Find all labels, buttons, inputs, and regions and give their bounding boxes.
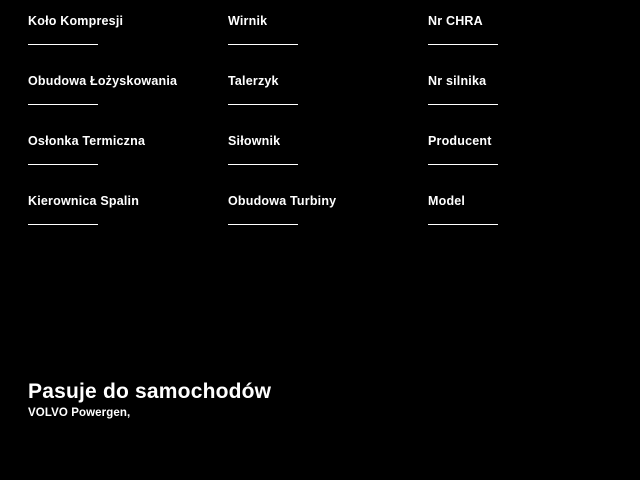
spec-field-obudowa-turbiny bbox=[228, 194, 428, 254]
spec-field-rule bbox=[428, 104, 498, 105]
spec-field-rule bbox=[228, 224, 298, 225]
spec-field-label: Siłownik bbox=[228, 134, 281, 148]
spec-field-rule bbox=[228, 104, 298, 105]
spec-field-kierownica-spalin bbox=[28, 194, 228, 254]
compatibility-title: Pasuje do samochodów bbox=[28, 380, 272, 403]
spec-field-label: Model bbox=[428, 194, 466, 208]
spec-field-talerzyk bbox=[228, 74, 428, 134]
spec-field-label: Kierownica Spalin bbox=[28, 194, 140, 208]
spec-field-label: Osłonka Termiczna bbox=[28, 134, 146, 148]
spec-field-nr-chra bbox=[428, 14, 528, 74]
spec-field-rule bbox=[428, 164, 498, 165]
spec-field-model bbox=[428, 194, 528, 254]
spec-field-label: Koło Kompresji bbox=[28, 14, 124, 28]
compatibility-section bbox=[28, 380, 608, 420]
spec-field-rule bbox=[428, 44, 498, 45]
spec-field-kolo-kompresji bbox=[28, 14, 228, 74]
spec-field-label: Nr CHRA bbox=[428, 14, 483, 28]
spec-field-label: Talerzyk bbox=[228, 74, 279, 88]
spec-field-rule bbox=[28, 104, 98, 105]
spec-field-rule bbox=[228, 164, 298, 165]
spec-field-label: Nr silnika bbox=[428, 74, 487, 88]
spec-field-obudowa-lozyskowania bbox=[28, 74, 228, 134]
spec-field-nr-silnika bbox=[428, 74, 528, 134]
spec-field-silownik bbox=[228, 134, 428, 194]
spec-field-rule bbox=[28, 224, 98, 225]
spec-field-producent bbox=[428, 134, 528, 194]
spec-field-label: Wirnik bbox=[228, 14, 268, 28]
compatibility-vehicles: VOLVO Powergen, bbox=[28, 407, 131, 419]
spec-field-label: Obudowa Turbiny bbox=[228, 194, 337, 208]
spec-field-label: Producent bbox=[428, 134, 492, 148]
spec-field-rule bbox=[228, 44, 298, 45]
spec-field-wirnik bbox=[228, 14, 428, 74]
spec-field-oslonka-termiczna bbox=[28, 134, 228, 194]
spec-field-rule bbox=[428, 224, 498, 225]
specification-grid bbox=[28, 14, 528, 254]
spec-field-rule bbox=[28, 44, 98, 45]
spec-field-rule bbox=[28, 164, 98, 165]
spec-field-label: Obudowa Łożyskowania bbox=[28, 74, 178, 88]
